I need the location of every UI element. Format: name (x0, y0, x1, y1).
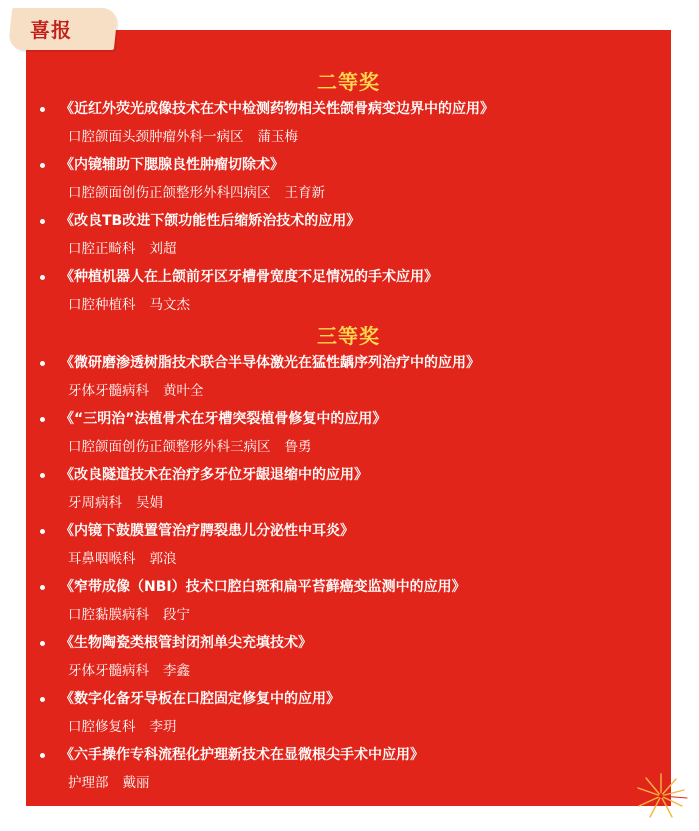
section-title-second-prize: 二等奖 (317, 70, 380, 94)
award-author: 段宁 (163, 607, 190, 623)
award-author: 刘超 (149, 241, 177, 257)
award-author: 李玥 (149, 719, 177, 735)
bullet-icon (40, 219, 45, 224)
bullet-icon (40, 697, 45, 702)
award-item (40, 744, 660, 794)
award-department: 口腔修复科 (68, 719, 136, 735)
award-department: 口腔颌面创伤正颌整形外科四病区 (68, 185, 271, 201)
award-author: 黄叶全 (163, 383, 204, 399)
section-title-third-prize: 三等奖 (317, 324, 380, 348)
bullet-icon (40, 753, 45, 758)
award-title: 《六手操作专科流程化护理新技术在显微根尖手术中应用》 (60, 747, 424, 763)
header-tag-label: 喜报 (30, 18, 72, 42)
award-item (40, 408, 660, 458)
firework-icon (632, 770, 690, 822)
bullet-icon (40, 163, 45, 168)
award-title: 《微研磨渗透树脂技术联合半导体激光在猛性龋序列治疗中的应用》 (60, 355, 480, 371)
award-title: 《近红外荧光成像技术在术中检测药物相关性颌骨病变边界中的应用》 (60, 101, 494, 117)
award-department: 护理部 (68, 775, 109, 791)
award-department: 牙周病科 (68, 495, 122, 511)
award-item (40, 154, 660, 204)
award-department: 口腔正畸科 (68, 241, 136, 257)
bullet-icon (40, 275, 45, 280)
award-author: 王育新 (284, 185, 325, 201)
award-title: 《数字化备牙导板在口腔固定修复中的应用》 (60, 691, 340, 707)
award-title: 《内镜辅助下腮腺良性肿瘤切除术》 (60, 157, 284, 173)
top-decorative-strip (110, 16, 670, 28)
award-department: 口腔颌面头颈肿瘤外科一病区 (68, 129, 244, 145)
award-item (40, 520, 660, 570)
award-author: 鲁勇 (284, 439, 312, 455)
award-department: 牙体牙髓病科 (68, 383, 149, 399)
award-title: 《改良隧道技术在治疗多牙位牙龈退缩中的应用》 (60, 467, 368, 483)
award-item (40, 266, 660, 316)
award-item (40, 688, 660, 738)
award-department: 口腔种植科 (68, 297, 136, 313)
award-author: 戴丽 (122, 775, 150, 791)
bullet-icon (40, 107, 45, 112)
award-author: 郭浪 (149, 551, 177, 567)
bullet-icon (40, 641, 45, 646)
award-author: 吴娟 (136, 495, 163, 511)
award-item (40, 210, 660, 260)
award-title: 《窄带成像（NBI）技术口腔白斑和扁平苔藓癌变监测中的应用》 (60, 579, 466, 595)
bullet-icon (40, 361, 45, 366)
award-title: 《种植机器人在上颌前牙区牙槽骨宽度不足情况的手术应用》 (60, 269, 438, 285)
award-item (40, 352, 660, 402)
bullet-icon (40, 473, 45, 478)
award-department: 口腔黏膜病科 (68, 607, 149, 623)
award-item (40, 464, 660, 514)
award-item (40, 98, 660, 148)
award-title: 《“三明治”法植骨术在牙槽突裂植骨修复中的应用》 (60, 411, 387, 427)
award-author: 李鑫 (163, 663, 190, 679)
award-item (40, 632, 660, 682)
award-title: 《生物陶瓷类根管封闭剂单尖充填技术》 (60, 635, 312, 651)
bullet-icon (40, 585, 45, 590)
award-department: 牙体牙髓病科 (68, 663, 149, 679)
award-title: 《内镜下鼓膜置管治疗腭裂患儿分泌性中耳炎》 (60, 523, 354, 539)
award-department: 耳鼻咽喉科 (68, 551, 136, 567)
award-department: 口腔颌面创伤正颌整形外科三病区 (68, 439, 271, 455)
bullet-icon (40, 417, 45, 422)
bullet-icon (40, 529, 45, 534)
award-title: 《改良TB改进下颌功能性后缩矫治技术的应用》 (60, 213, 361, 229)
award-author: 马文杰 (149, 297, 190, 313)
award-author: 蒲玉梅 (257, 129, 298, 145)
award-item (40, 576, 660, 626)
